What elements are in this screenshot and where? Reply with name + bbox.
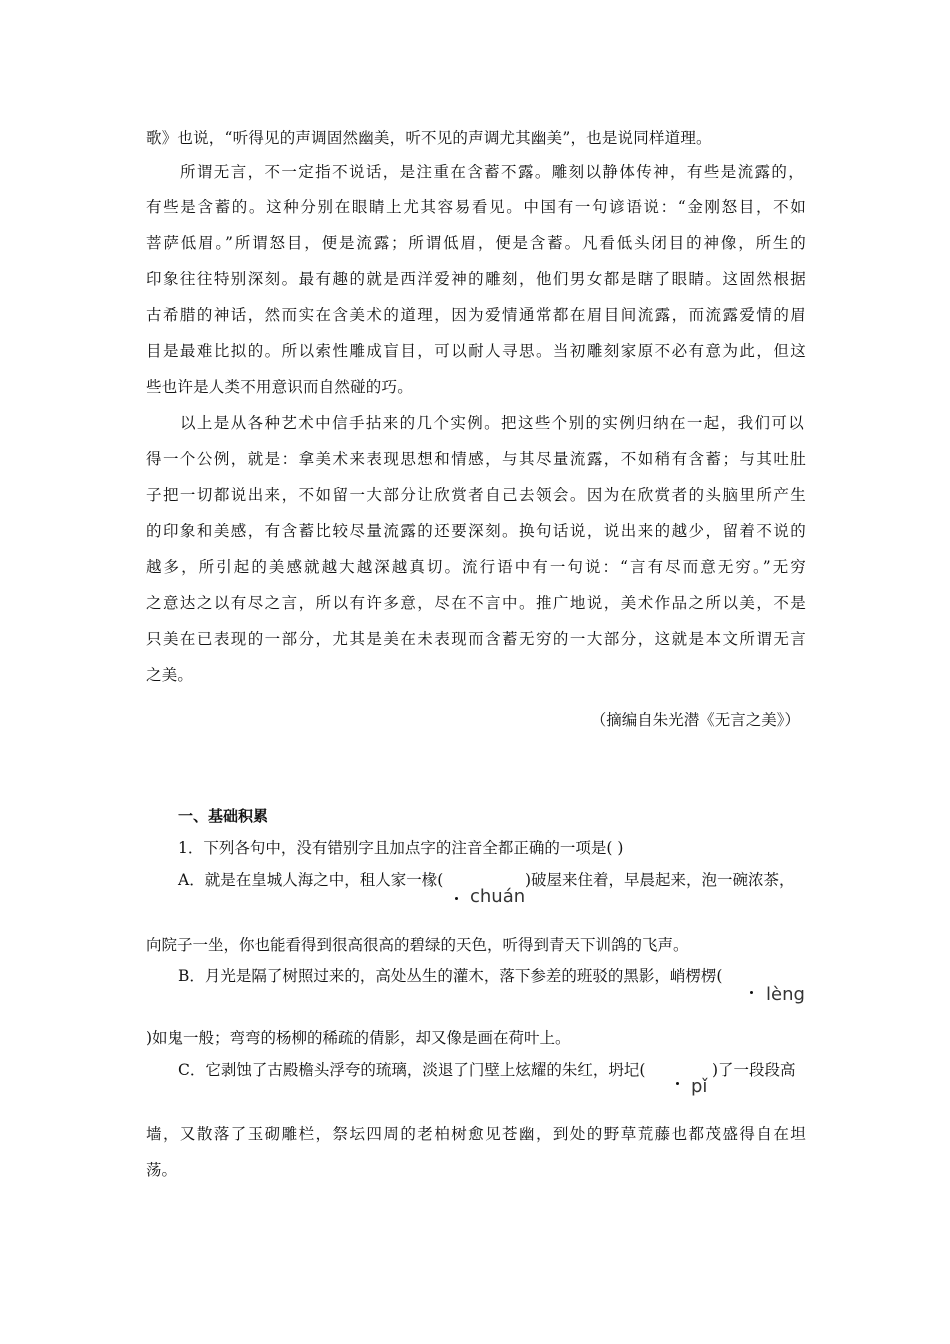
passage-line: 印象往往特别深刻。最有趣的就是西洋爱神的雕刻，他们男女都是瞎了眼睛。这固然根据 — [146, 270, 806, 288]
passage-line: 的印象和美感，有含蓄比较尽量流露的还要深刻。换句话说，说出来的越少，留着不说的 — [146, 522, 806, 540]
passage-source: （摘编自朱光潜《无言之美》） — [590, 711, 800, 729]
passage-line: 得一个公例，就是：拿美术来表现思想和情感，与其尽量流露，不如稍有含蓄；与其吐肚 — [146, 450, 806, 468]
passage-line: 越多，所引起的美感就越大越深越真切。流行语中有一句说：“言有尽而意无穷。”无穷 — [146, 558, 806, 576]
passage-line: 古希腊的神话，然而实在含美术的道理，因为爱情通常都在眉目间流露，而流露爱情的眉 — [146, 306, 806, 324]
passage-line: 目是最难比拟的。所以索性雕成盲目，可以耐人寻思。当初雕刻家原不必有意为此，但这 — [146, 342, 806, 360]
option-c-pinyin: pǐ — [691, 1076, 708, 1097]
option-c-text-line2: 墙，又散落了玉砌雕栏，祭坛四周的老柏树愈见苍幽，到处的野草荒藤也都茂盛得自在坦 — [146, 1125, 806, 1143]
emphasis-dot — [676, 1082, 679, 1085]
option-c-text: C．它剥蚀了古殿檐头浮夸的琉璃，淡退了门壁上炫耀的朱红，坍圮( — [178, 1061, 646, 1079]
option-a-pinyin: chuán — [470, 886, 526, 907]
emphasis-dot — [455, 897, 458, 900]
option-a-text-continued: )破屋来住着，早晨起来，泡一碗浓茶， — [525, 871, 795, 889]
passage-line: 所谓无言，不一定指不说话，是注重在含蓄不露。雕刻以静体传神，有些是流露的， — [180, 163, 804, 181]
option-a-text: A．就是在皇城人海之中，租人家一椽( — [178, 871, 444, 889]
question-stem: 1．下列各句中，没有错别字且加点字的注音全都正确的一项是( ) — [178, 839, 624, 857]
passage-line: 歌》也说，“听得见的声调固然幽美，听不见的声调尤其幽美”，也是说同样道理。 — [146, 129, 712, 147]
passage-line: 以上是从各种艺术中信手拈来的几个实例。把这些个别的实例归纳在一起，我们可以 — [180, 414, 804, 432]
option-c-text-line3: 荡。 — [146, 1161, 178, 1179]
option-c-text-continued: )了一段段高 — [712, 1061, 796, 1079]
passage-line: 有些是含蓄的。这种分别在眼睛上尤其容易看见。中国有一句谚语说：“金刚怒目，不如 — [146, 198, 806, 216]
option-a-text-line2: 向院子一坐，你也能看得到很高很高的碧绿的天色，听得到青天下训鸽的飞声。 — [146, 936, 689, 954]
option-b-text-line2: )如鬼一般；弯弯的杨柳的稀疏的倩影，却又像是画在荷叶上。 — [146, 1029, 571, 1047]
passage-line: 些也许是人类不用意识而自然碰的巧。 — [146, 378, 413, 396]
emphasis-dot — [750, 991, 753, 994]
passage-line: 只美在已表现的一部分，尤其是美在未表现而含蓄无穷的一大部分，这就是本文所谓无言 — [146, 630, 806, 648]
passage-line: 菩萨低眉。”所谓怒目，便是流露；所谓低眉，便是含蓄。凡看低头闭目的神像，所生的 — [146, 234, 806, 252]
option-b-pinyin: lèng — [766, 984, 805, 1005]
section-title: 一、基础积累 — [178, 807, 269, 825]
passage-line: 子把一切都说出来，不如留一大部分让欣赏者自己去领会。因为在欣赏者的头脑里所产生 — [146, 486, 806, 504]
option-b-text: B．月光是隔了树照过来的，高处丛生的灌木，落下参差的班驳的黑影，峭楞楞( — [178, 967, 723, 985]
passage-line: 之意达之以有尽之言，所以有许多意，尽在不言中。推广地说，美术作品之所以美，不是 — [146, 594, 806, 612]
passage-line: 之美。 — [146, 666, 194, 684]
